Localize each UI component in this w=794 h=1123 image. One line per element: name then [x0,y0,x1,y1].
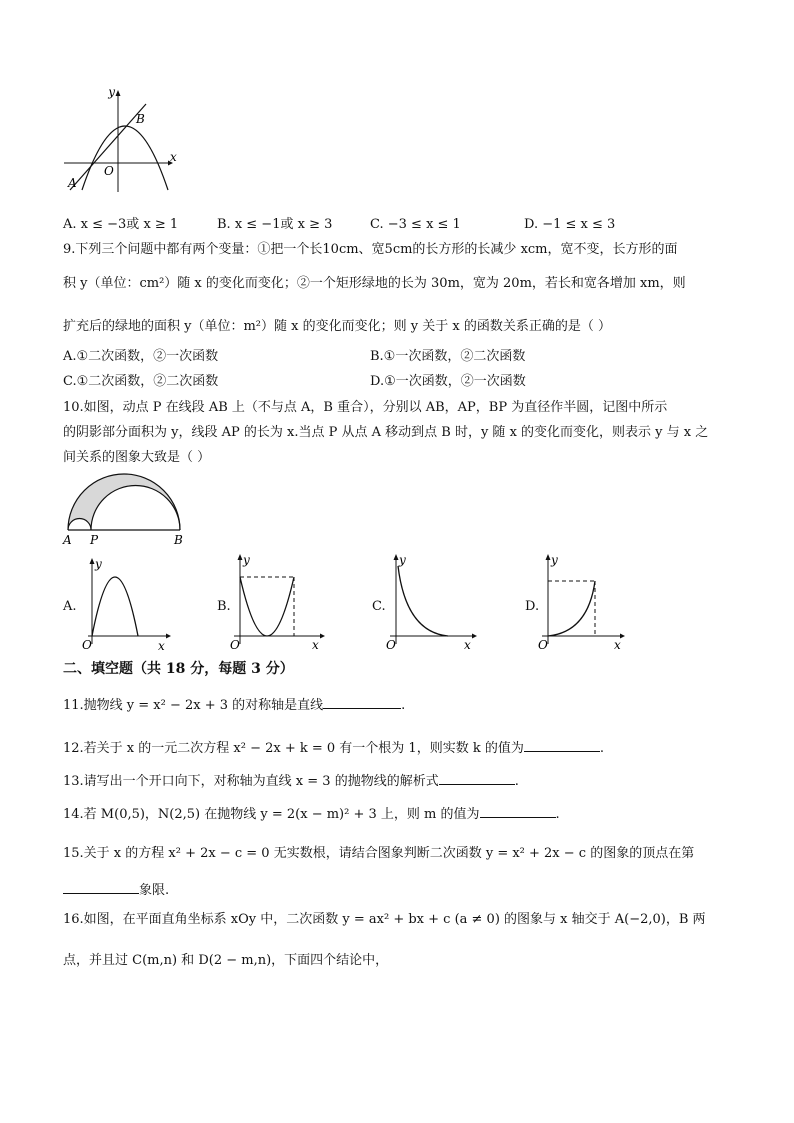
q10-graph-b [228,552,328,652]
y-axis-arrow [116,90,121,96]
q10-graph-label-b: B. [217,599,231,614]
q13-text: 13.请写出一个开口向下，对称轴为直线 x = 3 的抛物线的解析式 [63,774,439,789]
section-2-heading: 二、填空题（共 18 分，每题 3 分） [63,661,294,677]
q12 [63,737,604,758]
fig8-label-y: y [108,86,115,99]
q13 [63,770,519,791]
q12-answer-blank[interactable] [524,737,600,752]
q10-graph-c [384,552,480,652]
q10-label-b: B [174,533,183,547]
q9-options-row-2 [63,373,743,391]
q14-answer-blank[interactable] [480,803,556,818]
x-axis-arrow [166,634,171,639]
fig8-label-x: x [170,150,177,164]
y-axis-arrow [546,554,551,560]
q11-text: 11.抛物线 y = x² − 2x + 3 的对称轴是直线 [63,698,324,713]
q16-line-1: 16.如图，在平面直角坐标系 xOy 中，二次函数 y = ax² + bx + c (a ≠ 0) 的图象与 x 轴交于 A(−2,0)，B 两 [63,912,706,927]
q14-text: 14.若 M(0,5)，N(2,5) 在抛物线 y = 2(x − m)² + 3 上，则 m 的值为 [63,807,480,822]
q8-option-b: B. x ≤ −1或 x ≥ 3 [217,217,333,232]
q14 [63,803,560,824]
q10-graph-label-d: D. [525,599,540,614]
q9-line-3: 扩充后的绿地的面积 y（单位：m²）随 x 的变化而变化；则 y 关于 x 的函数关系正确的是（ ） [63,319,611,334]
q8-option-a: A. x ≤ −3或 x ≥ 1 [63,217,179,232]
fig8-label-b: B [136,112,145,126]
parabola [82,126,168,190]
q11-end: . [401,698,406,713]
curve [92,577,138,636]
q15-end: 象限. [139,883,170,898]
q9-option-b: B.①一次函数，②二次函数 [370,349,526,364]
axis-label-x: x [158,639,165,652]
y-axis-arrow [394,554,399,560]
q8-option-c: C. −3 ≤ x ≤ 1 [370,217,461,232]
q10-graph-a [80,556,172,652]
axis-label-x: x [312,638,319,652]
curve [548,581,595,636]
q9-option-a: A.①二次函数，②一次函数 [63,349,219,364]
curve [240,577,294,636]
q8-options [63,216,743,234]
q9-line-2: 积 y（单位：cm²）随 x 的变化而变化；②一个矩形绿地的长为 30m，宽为 20m，若长和宽各增加 xm，则 [63,276,686,291]
axis-label-o: O [386,638,396,652]
q15-line-1: 15.关于 x 的方程 x² + 2x − c = 0 无实数根，请结合图象判断二次函数 y = x² + 2x − c 的图象的顶点在第 [63,846,695,861]
curve [398,566,448,636]
q13-answer-blank[interactable] [439,770,515,785]
axis-label-y: y [399,553,406,567]
axis-label-o: O [82,638,92,652]
x-axis-arrow [320,634,325,639]
axis-label-o: O [230,638,240,652]
axis-label-y: y [243,553,250,567]
q10-graph-label-c: C. [372,599,386,614]
q16-line-2: 点，并且过 C(m,n) 和 D(2 − m,n)，下面四个结论中， [63,953,389,968]
q10-line-3: 间关系的图象大致是（ ） [63,450,211,465]
q12-end: . [599,741,604,756]
y-axis-arrow [90,558,95,564]
q15-answer-blank[interactable] [63,879,139,894]
q12-text: 12.若关于 x 的一元二次方程 x² − 2x + k = 0 有一个根为 1，则实数 k 的值为 [63,741,524,756]
axis-label-o: O [538,638,548,652]
q10-graph-d [536,552,628,652]
q9-option-c: C.①二次函数，②二次函数 [63,374,219,389]
y-axis-arrow [238,554,243,560]
q8-option-d: D. −1 ≤ x ≤ 3 [524,217,616,232]
x-axis-arrow [472,634,477,639]
axis-label-x: x [464,638,471,652]
q15-line-2 [63,879,169,900]
shaded-region [68,474,180,530]
q10-line-1: 10.如图，动点 P 在线段 AB 上（不与点 A，B 重合），分别以 AB，AP，BP 为直径作半圆，记图中所示 [63,400,668,415]
fig8-label-o: O [104,164,114,178]
q8-figure [60,86,180,194]
q14-end: . [555,807,560,822]
q10-semicircle-figure [60,468,192,548]
axis-label-y: y [551,553,558,567]
q11 [63,694,405,715]
q10-line-2: 的阴影部分面积为 y，线段 AP 的长为 x.当点 P 从点 A 移动到点 B 时，y 随 x 的变化而变化，则表示 y 与 x 之 [63,425,709,440]
q9-line-1: 9.下列三个问题中都有两个变量：①把一个长10cm、宽5cm的长方形的长减少 xcm，宽不变，长方形的面 [63,242,678,257]
q13-end: . [514,774,519,789]
q9-option-d: D.①一次函数，②一次函数 [370,374,526,389]
q11-answer-blank[interactable] [323,694,401,709]
axis-label-x: x [614,638,621,652]
fig8-label-a: A [68,176,77,190]
q10-label-a: A [63,533,72,547]
axis-label-y: y [95,557,102,571]
q10-graph-label-a: A. [63,599,77,614]
q9-options-row-1 [63,348,743,366]
q10-label-p: P [90,533,99,547]
